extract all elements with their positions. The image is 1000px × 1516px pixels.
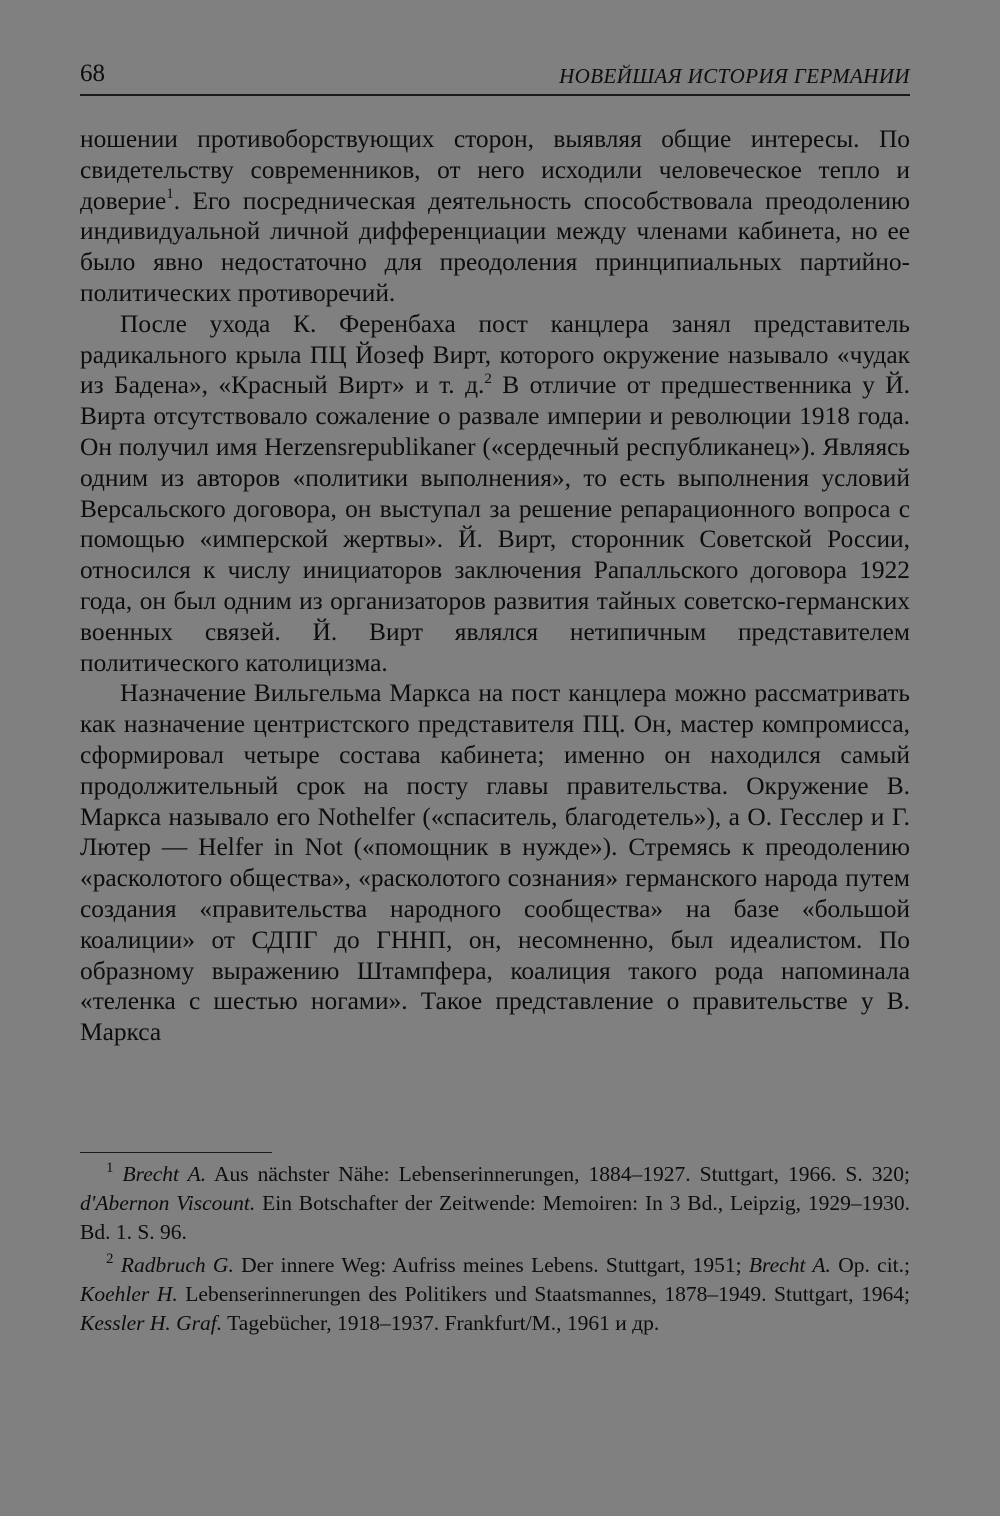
footnote-2-text-3: Lebenserinnerungen des Politikers und Staatsmannes, 1878–1949. Stuttgart, 1964; [177, 1282, 910, 1307]
footnote-2-author-3: Koehler H. [80, 1282, 178, 1307]
footnote-ref-1: 1 [166, 186, 174, 203]
footnote-ref-2: 2 [484, 370, 492, 387]
footnotes [80, 1160, 910, 1343]
paragraph-2 [80, 309, 910, 679]
footnote-1-text-1: Aus nächster Nähe: Lebenserinnerungen, 1884–1927. Stuttgart, 1966. S. 320; [206, 1162, 910, 1186]
footnote-1-author-2: d'Abernon Viscount. [80, 1190, 256, 1215]
footnote-1-author-1: Brecht A. [122, 1162, 207, 1186]
footnote-2 [80, 1251, 910, 1337]
paragraph-1-text-b: . Его посредническая деятельность способствовала преодолению индивидуальной личной дифференциации между членами кабинета, но ее было явно недостаточно для преодоления принципиальных партийно-политических противоречий. [80, 186, 910, 307]
main-text [80, 124, 910, 1048]
footnote-2-text-2: Op. cit.; [830, 1253, 910, 1278]
footnote-1-text-2: Ein Botschafter der Zeitwende: Memoiren: In 3 Bd., Leipzig, 1929–1930. Bd. 1. S. 96. [80, 1190, 910, 1244]
footnote-1 [80, 1160, 910, 1246]
paragraph-1 [80, 124, 910, 309]
page-header [80, 58, 910, 96]
paragraph-2-text-b: В отличие от предшественника у Й. Вирта отсутствовало сожаление о развале империи и революции 1918 года. Он получил имя Herzensrepublikaner («сердечный республиканец»). Являясь одним из авторов «политики выполнения», то есть выполнения условий Версальского договора, он выступал за решение репарационного вопроса с помощью «имперской жертвы». Й. Вирт, сторонник Советской России, относился к числу инициаторов заключения Рапалльского договора 1922 года, он был одним из организаторов развития тайных советско-германских военных связей. Й. Вирт являлся нетипичным представителем политического католицизма. [80, 371, 910, 677]
footnote-2-author-2: Brecht A. [748, 1253, 831, 1278]
footnote-number-1: 1 [106, 1159, 114, 1176]
running-title: НОВЕЙШАЯ ИСТОРИЯ ГЕРМАНИИ [559, 64, 910, 88]
footnote-2-author-1: Radbruch G. [120, 1253, 234, 1278]
footnote-2-text-4: Tagebücher, 1918–1937. Frankfurt/M., 1961 и др. [222, 1310, 660, 1335]
footnote-2-author-4: Kessler H. Graf. [80, 1310, 223, 1335]
page-number: 68 [80, 60, 105, 87]
paragraph-3: Назначение Вильгельма Маркса на пост канцлера можно рассматривать как назначение центристского представителя ПЦ. Он, мастер компромисса, сформировал четыре состава кабинета; именно он находился самый продолжительный срок на посту главы правительства. Окружение В. Маркса называло его Nothelfer («спаситель, благодетель»), а О. Гесслер и Г. Лютер — Helfer in Not («помощник в нужде»). Стремясь к преодолению «расколотого общества», «расколотого сознания» германского народа путем создания «правительства народного сообщества» на базе «большой коалиции» от СДПГ до ГННП, он, несомненно, был идеалистом. По образному выражению Штампфера, коалиция такого рода напоминала «теленка с шестью ногами». Такое представление о правительстве у В. Маркса [80, 679, 910, 1047]
paragraph-1-text-a: ношении противоборствующих сторон, выявляя общие интересы. По свидетельству современников, от него исходили человеческое тепло и доверие [80, 125, 910, 215]
paragraph-2-text-a: После ухода К. Ференбаха пост канцлера занял представитель радикального крыла ПЦ Йозеф Вирт, которого окружение называло «чудак из Бадена», «Красный Вирт» и т. д. [80, 309, 910, 400]
footnote-2-text-1: Der innere Weg: Aufriss meines Lebens. Stuttgart, 1951; [233, 1253, 749, 1278]
footnote-separator [80, 1152, 272, 1153]
footnote-number-2: 2 [106, 1251, 114, 1268]
